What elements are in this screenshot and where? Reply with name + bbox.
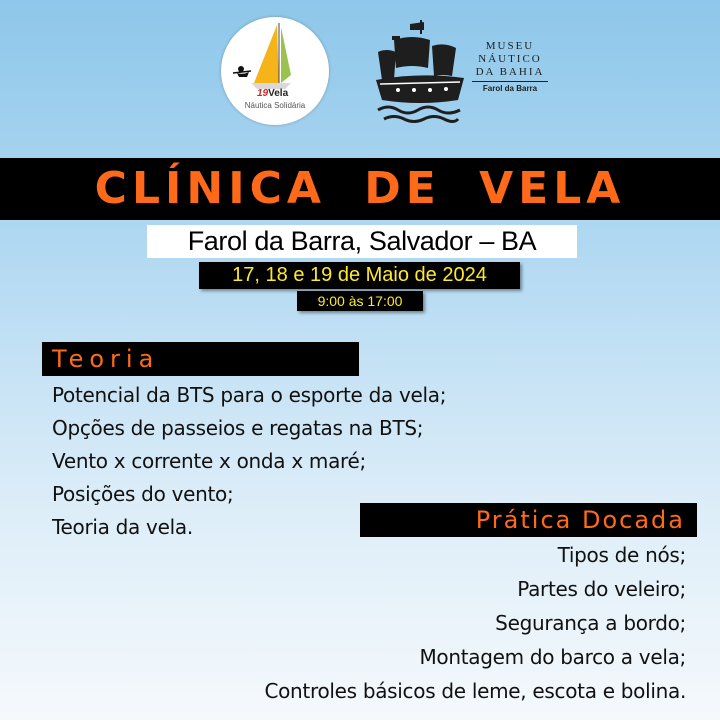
vela-logo bbox=[221, 17, 329, 125]
event-title: CLÍNICA DE VELA bbox=[0, 158, 720, 220]
museu-line-1: MUSEU bbox=[485, 40, 535, 52]
museu-logo-wordmark bbox=[472, 40, 548, 93]
pratica-item: Segurança a bordo; bbox=[495, 611, 686, 635]
museu-line-4: Farol da Barra bbox=[482, 84, 538, 93]
pratica-heading: Prática Docada bbox=[360, 503, 697, 537]
event-hours: 9:00 às 17:00 bbox=[297, 291, 423, 311]
event-location: Farol da Barra, Salvador – BA bbox=[147, 225, 577, 258]
pratica-item: Montagem do barco a vela; bbox=[419, 645, 686, 669]
pratica-item: Partes do veleiro; bbox=[517, 577, 686, 601]
vela-logo-wordmark: 19Vela bbox=[257, 88, 289, 99]
teoria-item: Opções de passeios e regatas na BTS; bbox=[52, 416, 424, 440]
museu-line-2: NÁUTICO bbox=[478, 53, 542, 65]
museu-divider bbox=[472, 81, 548, 82]
teoria-item: Teoria da vela. bbox=[52, 515, 193, 539]
vela-logo-subtitle: Náutica Solidária bbox=[244, 101, 306, 110]
teoria-item: Posições do vento; bbox=[52, 482, 234, 506]
pratica-item: Tipos de nós; bbox=[557, 543, 686, 567]
pratica-list bbox=[264, 540, 686, 710]
teoria-heading: Teoria bbox=[42, 342, 359, 376]
event-dates: 17, 18 e 19 de Maio de 2024 bbox=[199, 262, 520, 289]
teoria-item: Potencial da BTS para o esporte da vela; bbox=[52, 383, 447, 407]
museu-line-3: DA BAHIA bbox=[475, 66, 545, 78]
teoria-item: Vento x corrente x onda x maré; bbox=[52, 449, 366, 473]
pratica-item: Controles básicos de leme, escota e bolina. bbox=[264, 679, 686, 703]
galleon-ship-icon bbox=[374, 18, 466, 124]
